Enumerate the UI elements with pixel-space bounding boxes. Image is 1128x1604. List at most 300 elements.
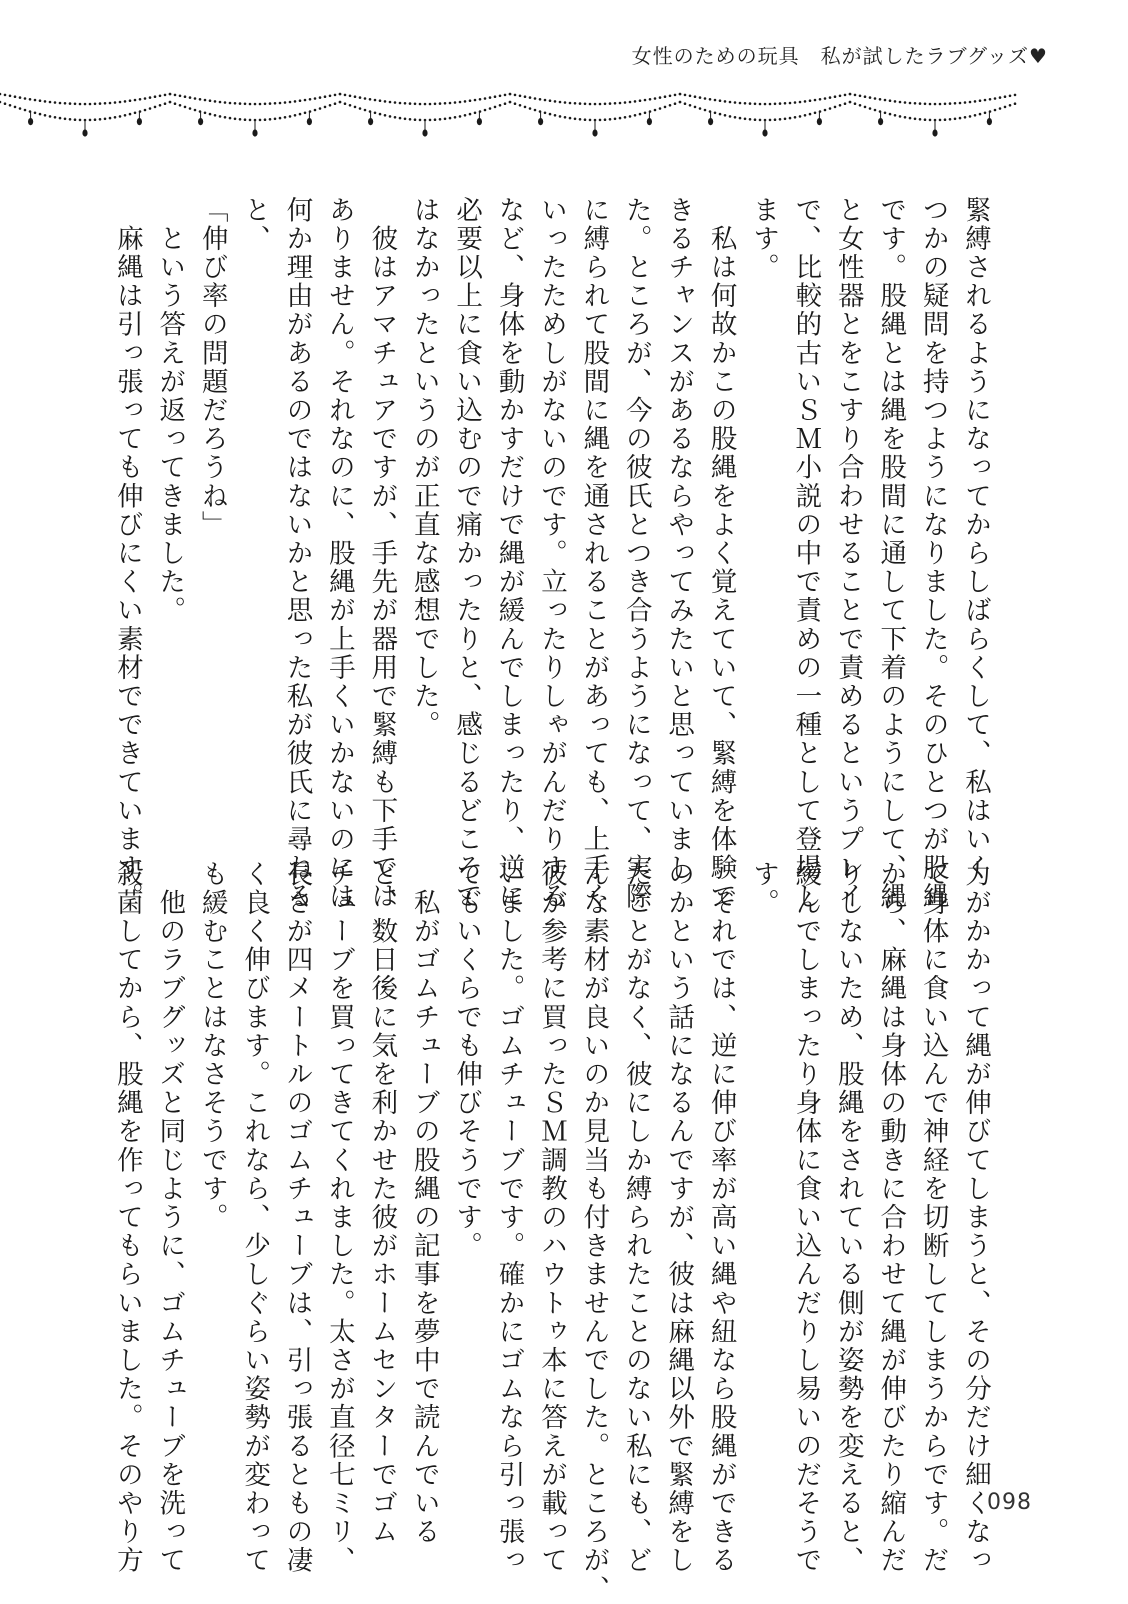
text-column: てもいくらでも伸びそうです。 [451, 860, 483, 1261]
garland-dot [1014, 102, 1017, 105]
garland-dot [884, 112, 887, 115]
garland-bead [477, 118, 482, 125]
garland-dot [354, 106, 357, 109]
garland-dot [904, 116, 907, 119]
garland-dot [359, 96, 362, 99]
text-column: も緩むことはなさそうです。 [196, 860, 228, 1232]
garland-bead [932, 129, 937, 136]
garland-dot [899, 101, 902, 104]
garland-dot [44, 114, 47, 117]
garland-dot [349, 95, 352, 98]
text-column: きるチャンスがあるならやってみたいと思っていまし [663, 196, 695, 883]
garland-dot [744, 102, 747, 105]
garland-dot [179, 104, 182, 107]
garland-dot [189, 107, 192, 110]
garland-dot [154, 95, 157, 98]
text-column: りしないため、股縄をされている側が姿勢を変えると、 [832, 860, 864, 1575]
garland-dot [704, 109, 707, 112]
garland-dot [189, 96, 192, 99]
garland-dot [549, 99, 552, 102]
garland-dot [949, 102, 952, 105]
garland-dot [234, 118, 237, 121]
garland-dot [574, 102, 577, 105]
garland-dot [959, 102, 962, 105]
garland-dot [589, 103, 592, 106]
garland-dot [339, 93, 342, 96]
garland-dot [694, 95, 697, 98]
garland-dot [19, 107, 22, 110]
garland-dot [24, 97, 27, 100]
garland-dot [269, 118, 272, 121]
garland-dot [404, 118, 407, 121]
garland-dot [214, 114, 217, 117]
garland-dot [679, 93, 682, 96]
garland-dot [399, 102, 402, 105]
garland-dot [664, 106, 667, 109]
garland-dot [184, 95, 187, 98]
garland-dot [524, 106, 527, 109]
garland-dot [569, 102, 572, 105]
garland-dot [74, 103, 77, 106]
garland-dot [194, 97, 197, 100]
garland-bead [592, 129, 597, 136]
garland-dot [144, 109, 147, 112]
garland-dot [199, 98, 202, 101]
garland-dot [654, 109, 657, 112]
garland-dot [614, 102, 617, 105]
garland-dot [99, 118, 102, 121]
garland-dot [504, 94, 507, 97]
garland-dot [919, 102, 922, 105]
garland-dot [469, 113, 472, 116]
garland-dot [119, 115, 122, 118]
garland-dot [334, 94, 337, 97]
garland-dot [349, 104, 352, 107]
garland-dot [574, 118, 577, 121]
text-column: 「伸び率の問題だろうね」 [196, 196, 228, 540]
garland-bead [137, 118, 142, 125]
garland-dot [454, 101, 457, 104]
garland-dot [39, 113, 42, 116]
garland-dot [1014, 94, 1017, 97]
text-column: チューブを買ってきてくれました。太さが直径七ミリ、 [323, 860, 355, 1575]
garland-dot [124, 114, 127, 117]
garland-dot [579, 102, 582, 105]
running-header: 女性のための玩具 私が試したラブグッズ♥ [631, 44, 1048, 68]
garland-dot [344, 94, 347, 97]
garland-dot [814, 112, 817, 115]
garland-dot [374, 112, 377, 115]
garland-dot [549, 113, 552, 116]
garland-dot [779, 118, 782, 121]
garland-dot [659, 96, 662, 99]
garland-dot [294, 100, 297, 103]
garland-dot [719, 99, 722, 102]
garland-dot [34, 112, 37, 115]
garland-dot [864, 95, 867, 98]
text-column: いました。ゴムチューブです。確かにゴムなら引っ張っ [493, 860, 525, 1575]
garland-dot [344, 102, 347, 105]
garland-dot [379, 113, 382, 116]
garland-dot [259, 119, 262, 122]
garland-dot [844, 94, 847, 97]
garland-dot [999, 96, 1002, 99]
garland-dot [909, 117, 912, 120]
garland-dot [954, 118, 957, 121]
garland-dot [94, 118, 97, 121]
garland-dot [974, 114, 977, 117]
garland-dot [279, 117, 282, 120]
garland-dot [619, 102, 622, 105]
garland-dot [264, 103, 267, 106]
garland-ornament-icon [0, 80, 1128, 150]
garland-dot [779, 102, 782, 105]
garland-dot [294, 114, 297, 117]
garland-dot [0, 93, 1, 96]
garland-dot [689, 95, 692, 98]
text-column: と、 [239, 196, 271, 254]
garland-dot [694, 106, 697, 109]
garland-dot [169, 93, 172, 96]
garland-dot [759, 103, 762, 106]
garland-dot [534, 97, 537, 100]
garland-dot [89, 103, 92, 106]
garland-dot [324, 95, 327, 98]
garland-dot [979, 113, 982, 116]
garland-dot [979, 99, 982, 102]
garland-dot [664, 95, 667, 98]
garland-dot [529, 107, 532, 110]
garland-dot [704, 97, 707, 100]
garland-dot [674, 102, 677, 105]
garland-dot [219, 101, 222, 104]
garland-dot [19, 96, 22, 99]
garland-dot [129, 99, 132, 102]
garland-dot [544, 112, 547, 115]
garland-dot [804, 100, 807, 103]
garland-dot [154, 106, 157, 109]
garland-dot [329, 104, 332, 107]
garland-dot [159, 95, 162, 98]
text-column: 必要以上に食い込むので痛かったりと、感じるどころで [451, 196, 483, 911]
garland-dot [239, 118, 242, 121]
garland-dot [604, 103, 607, 106]
garland-dot [974, 100, 977, 103]
garland-dot [409, 102, 412, 105]
garland-dot [104, 102, 107, 105]
garland-dot [429, 103, 432, 106]
garland-dot [439, 118, 442, 121]
garland-dot [204, 99, 207, 102]
garland-dot [244, 103, 247, 106]
garland-dot [104, 118, 107, 121]
garland-dot [229, 117, 232, 120]
garland-dot [179, 95, 182, 98]
garland-dot [1009, 95, 1012, 98]
garland-dot [359, 107, 362, 110]
garland-dot [194, 109, 197, 112]
garland-dot [809, 99, 812, 102]
garland-dot [824, 109, 827, 112]
garland-dot [474, 112, 477, 115]
garland-dot [279, 102, 282, 105]
garland-dot [14, 95, 17, 98]
garland-dot [464, 114, 467, 117]
garland-dot [304, 99, 307, 102]
text-column: 私がゴムチューブの股縄の記事を夢中で読んでいる [408, 860, 440, 1547]
garland-dot [729, 101, 732, 104]
garland-dot [354, 95, 357, 98]
garland-dot [299, 99, 302, 102]
garland-dot [1009, 104, 1012, 107]
garland-dot [929, 119, 932, 122]
garland-dot [569, 117, 572, 120]
text-column: に縛られて股間に縄を通されることがあっても、上手く [578, 196, 610, 911]
garland-dot [289, 101, 292, 104]
garland-dot [879, 98, 882, 101]
garland-bead [762, 129, 767, 136]
text-column: 私は何故かこの股縄をよく覚えていて、緊縛を体験で [705, 196, 737, 911]
garland-dot [224, 101, 227, 104]
garland-dot [109, 117, 112, 120]
garland-dot [794, 116, 797, 119]
garland-dot [614, 118, 617, 121]
garland-dot [399, 117, 402, 120]
garland-dot [404, 102, 407, 105]
garland-dot [39, 99, 42, 102]
garland-dot [74, 118, 77, 121]
garland-dot [844, 102, 847, 105]
garland-dot [699, 107, 702, 110]
garland-dot [419, 119, 422, 122]
garland-dot [954, 102, 957, 105]
garland-dot [829, 96, 832, 99]
text-column: く良く伸びます。これなら、少しぐらい姿勢が変わって [239, 860, 271, 1575]
garland-dot [459, 115, 462, 118]
garland-bead [368, 118, 373, 125]
garland-dot [339, 101, 342, 104]
garland-dot [439, 102, 442, 105]
garland-dot [619, 117, 622, 120]
garland-dot [249, 103, 252, 106]
garland-dot [734, 116, 737, 119]
garland-dot [469, 99, 472, 102]
garland-dot [144, 97, 147, 100]
garland-dot [719, 113, 722, 116]
garland-dot [854, 94, 857, 97]
garland-dot [834, 106, 837, 109]
garland-bead [307, 118, 312, 125]
text-column: 麻縄は引っ張っても伸びにくい素材でできています。 [111, 196, 143, 911]
garland-dot [669, 104, 672, 107]
garland-dot [714, 112, 717, 115]
garland-dot [449, 117, 452, 120]
garland-dot [914, 102, 917, 105]
garland-dot [224, 116, 227, 119]
garland-dot [944, 118, 947, 121]
garland-dot [684, 102, 687, 105]
text-column: て身体に食い込んで神経を切断してしまうからです。だ [917, 860, 949, 1575]
garland-dot [384, 100, 387, 103]
garland-dot [519, 104, 522, 107]
garland-dot [94, 103, 97, 106]
garland-dot [414, 103, 417, 106]
garland-dot [459, 101, 462, 104]
garland-dot [639, 99, 642, 102]
text-column: から、麻縄は身体の動きに合わせて縄が伸びたり縮んだ [875, 860, 907, 1575]
garland-dot [869, 107, 872, 110]
garland-dot [944, 103, 947, 106]
garland-dot [69, 118, 72, 121]
garland-dot [769, 119, 772, 122]
garland-dot [509, 93, 512, 96]
garland-dot [499, 104, 502, 107]
garland-dot [149, 96, 152, 99]
garland-dot [874, 97, 877, 100]
garland-dot [9, 104, 12, 107]
garland-dot [504, 102, 507, 105]
garland-dot [584, 118, 587, 121]
garland-dot [484, 97, 487, 100]
garland-bead [878, 118, 883, 125]
garland-dot [894, 100, 897, 103]
garland-dot [724, 114, 727, 117]
garland-dot [644, 112, 647, 115]
garland-dot [559, 101, 562, 104]
text-column: ありません。それなのに、股縄が上手くいかないのには [323, 196, 355, 911]
garland-dot [874, 109, 877, 112]
garland-dot [859, 104, 862, 107]
garland-dot [254, 103, 257, 106]
garland-dot [79, 103, 82, 106]
garland-dot [514, 102, 517, 105]
garland-dot [639, 113, 642, 116]
garland-dot [24, 109, 27, 112]
garland-dot [464, 100, 467, 103]
text-column: 力がかかって縄が伸びてしまうと、その分だけ細くなっ [960, 860, 991, 1575]
garland-bead [422, 129, 427, 136]
text-column: ます。 [747, 196, 779, 282]
garland-dot [394, 116, 397, 119]
garland-dot [654, 97, 657, 100]
garland-dot [474, 99, 477, 102]
garland-dot [169, 101, 172, 104]
garland-dot [489, 107, 492, 110]
garland-bead [647, 118, 652, 125]
garland-dot [329, 95, 332, 98]
garland-dot [889, 99, 892, 102]
garland-dot [369, 98, 372, 101]
text-column: 彼が参考に買ったＳＭ調教のハウトゥ本に答えが載って [535, 860, 567, 1575]
garland-dot [174, 102, 177, 105]
text-column: す。 [747, 860, 779, 918]
garland-dot [839, 95, 842, 98]
garland-dot [449, 102, 452, 105]
garland-dot [4, 94, 7, 97]
garland-dot [924, 103, 927, 106]
garland-dot [579, 118, 582, 121]
garland-dot [994, 97, 997, 100]
garland-dot [124, 100, 127, 103]
garland-bead [28, 118, 33, 125]
garland-dot [509, 101, 512, 104]
garland-dot [34, 99, 37, 102]
upper-text-section [105, 196, 996, 911]
garland-dot [829, 107, 832, 110]
garland-dot [784, 102, 787, 105]
garland-dot [524, 95, 527, 98]
garland-dot [554, 100, 557, 103]
garland-dot [139, 98, 142, 101]
garland-dot [9, 95, 12, 98]
garland-dot [544, 99, 547, 102]
garland-dot [134, 99, 137, 102]
text-column: んな素材が良いのか見当も付きませんでした。ところが、 [578, 860, 610, 1604]
garland-dot [684, 94, 687, 97]
garland-dot [924, 118, 927, 121]
text-column: はなかったというのが正直な感想でした。 [408, 196, 440, 740]
text-column: 長さが四メートルのゴムチューブは、引っ張るともの凄 [281, 860, 313, 1575]
garland-dot [984, 99, 987, 102]
garland-dot [389, 101, 392, 104]
garland-dot [314, 97, 317, 100]
garland-dot [769, 103, 772, 106]
garland-dot [419, 103, 422, 106]
garland-dot [84, 103, 87, 106]
garland-dot [754, 103, 757, 106]
garland-dot [484, 109, 487, 112]
garland-dot [784, 118, 787, 121]
garland-dot [4, 102, 7, 105]
garland-dot [534, 109, 537, 112]
garland-dot [444, 102, 447, 105]
garland-bead [538, 118, 543, 125]
garland-dot [859, 95, 862, 98]
garland-dot [609, 102, 612, 105]
garland-dot [839, 104, 842, 107]
text-column: いったためしがないのです。立ったりしゃがんだりする [535, 196, 567, 911]
garland-dot [519, 95, 522, 98]
garland-dot [564, 101, 567, 104]
garland-dot [724, 100, 727, 103]
garland-dot [119, 101, 122, 104]
garland-dot [599, 103, 602, 106]
garland-dot [214, 100, 217, 103]
garland-dot [494, 106, 497, 109]
garland-dot [204, 112, 207, 115]
page-number: 098 [987, 1490, 1032, 1515]
garland-dot [739, 117, 742, 120]
garland-dot [444, 118, 447, 121]
garland-dot [259, 103, 262, 106]
text-column: それでは、逆に伸び率が高い縄や紐なら股縄ができる [705, 860, 737, 1575]
garland-dot [409, 118, 412, 121]
garland-dot [164, 102, 167, 105]
garland-dot [894, 114, 897, 117]
text-column: 彼はアマチュアですが、手先が器用で緊縛も下手では [366, 196, 398, 911]
garland-dot [54, 116, 57, 119]
garland-dot [834, 95, 837, 98]
garland-dot [429, 119, 432, 122]
garland-dot [14, 106, 17, 109]
garland-dot [54, 101, 57, 104]
garland-dot [699, 96, 702, 99]
garland-dot [729, 115, 732, 118]
garland-dot [869, 96, 872, 99]
text-column: で、比較的古いＳＭ小説の中で責めの一種として登場し [790, 196, 822, 911]
garland-dot [374, 99, 377, 102]
garland-dot [64, 118, 67, 121]
